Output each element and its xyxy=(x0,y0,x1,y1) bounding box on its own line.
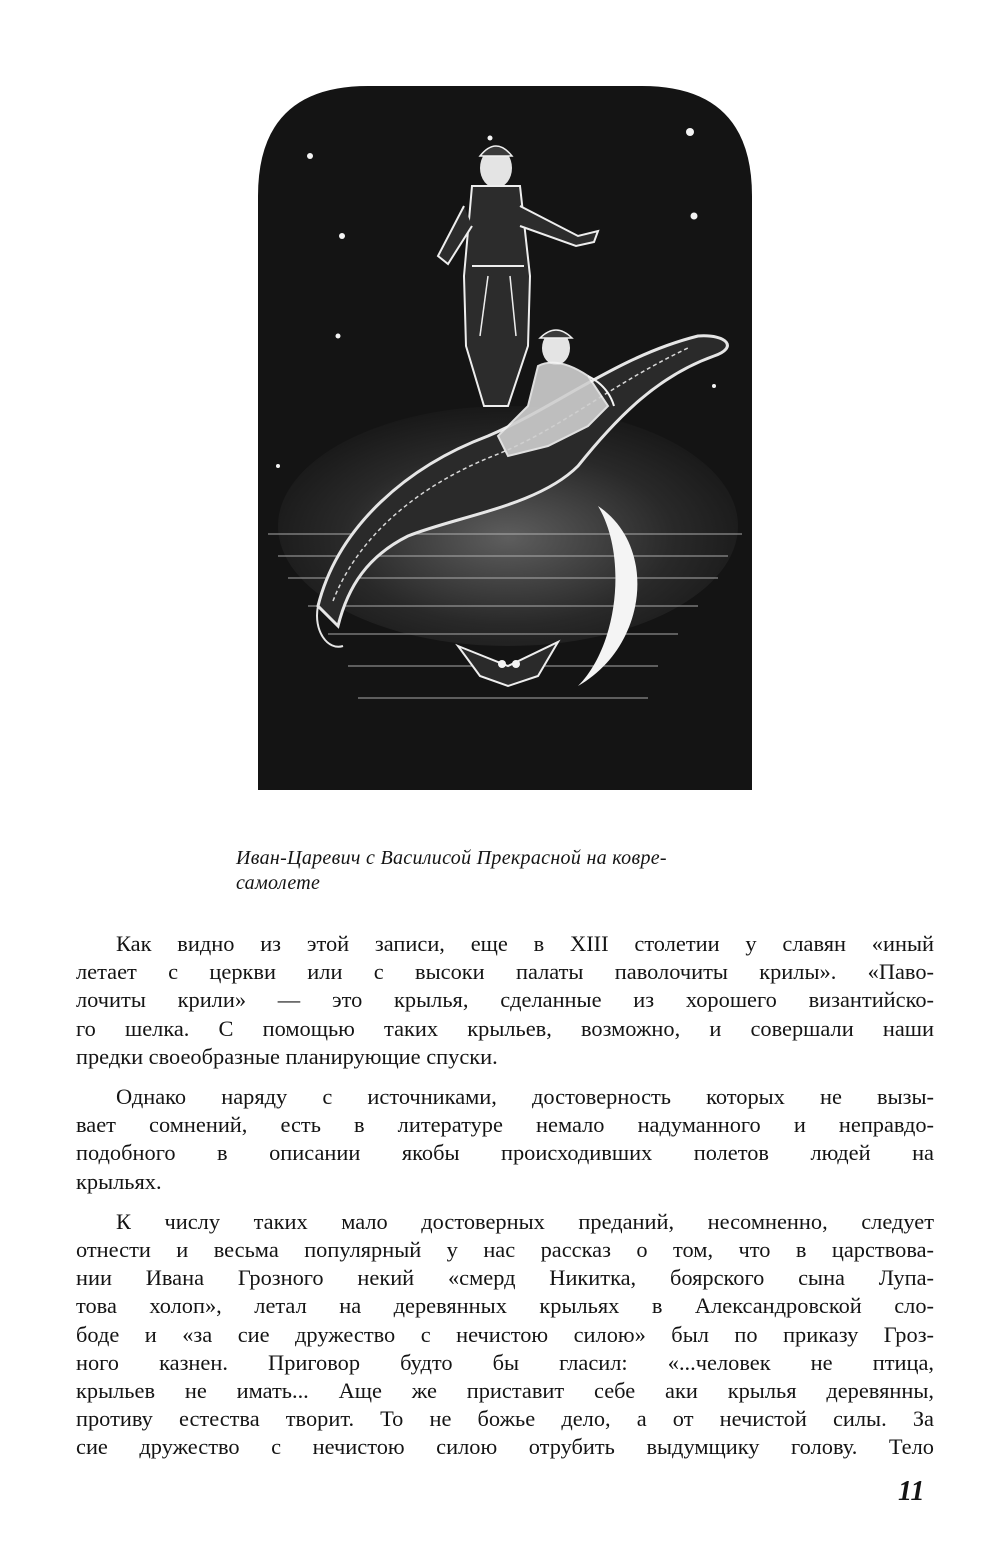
text-line: предки своеобразные планирующие спуски. xyxy=(76,1043,498,1069)
flying-carpet-engraving-icon xyxy=(258,86,752,790)
paragraph xyxy=(76,1083,934,1196)
caption-line: самолете xyxy=(236,872,321,894)
text-line: сие дружество с нечистою силою отрубить выдумщику голову. Тело xyxy=(76,1434,934,1460)
body-text xyxy=(76,930,934,1474)
text-line: това холоп», летал на деревянных крыльях в Александровской сло- xyxy=(76,1293,934,1319)
text-line: лочиты крили» — это крылья, сделанные из хорошего византийско- xyxy=(76,987,934,1013)
page-number: 11 xyxy=(898,1476,925,1507)
text-line: крыльях. xyxy=(76,1168,162,1194)
text-line: крыльев не имать... Аще же приставит себе аки крылья деревянны, xyxy=(76,1378,934,1404)
text-line: летает с церкви или с высоки палаты паволочиты крилы». «Паво- xyxy=(76,959,934,985)
text-line: противу естества творит. То не божье дело, а от нечистой силы. За xyxy=(76,1406,934,1432)
paragraph xyxy=(76,1208,934,1462)
text-line: К числу таких мало достоверных преданий, несомненно, следует xyxy=(116,1208,934,1234)
text-line: ного казнен. Приговор будто бы гласил: «...человек не птица, xyxy=(76,1349,934,1375)
paragraph xyxy=(76,930,934,1071)
text-line: го шелка. С помощью таких крыльев, возможно, и совершали наши xyxy=(76,1015,934,1041)
text-line: вает сомнений, есть в литературе немало надуманного и неправдо- xyxy=(76,1112,934,1138)
text-line: подобного в описании якобы происходивших полетов людей на xyxy=(76,1140,934,1166)
text-line: боде и «за сие дружество с нечистою силою» был по приказу Гроз- xyxy=(76,1321,934,1347)
illustration xyxy=(258,86,752,790)
caption-line: Иван-Царевич с Василисой Прекрасной на ковре- xyxy=(236,847,667,869)
text-line: отнести и весьма популярный у нас рассказ о том, что в царствова- xyxy=(76,1237,934,1263)
text-line: Как видно из этой записи, еще в XIII столетии у славян «иный xyxy=(116,931,934,956)
text-line: нии Ивана Грозного некий «смерд Никитка, боярского сына Лупа- xyxy=(76,1265,934,1291)
text-line: Однако наряду с источниками, достоверность которых не вызы- xyxy=(116,1084,934,1110)
figure-caption xyxy=(236,846,796,896)
